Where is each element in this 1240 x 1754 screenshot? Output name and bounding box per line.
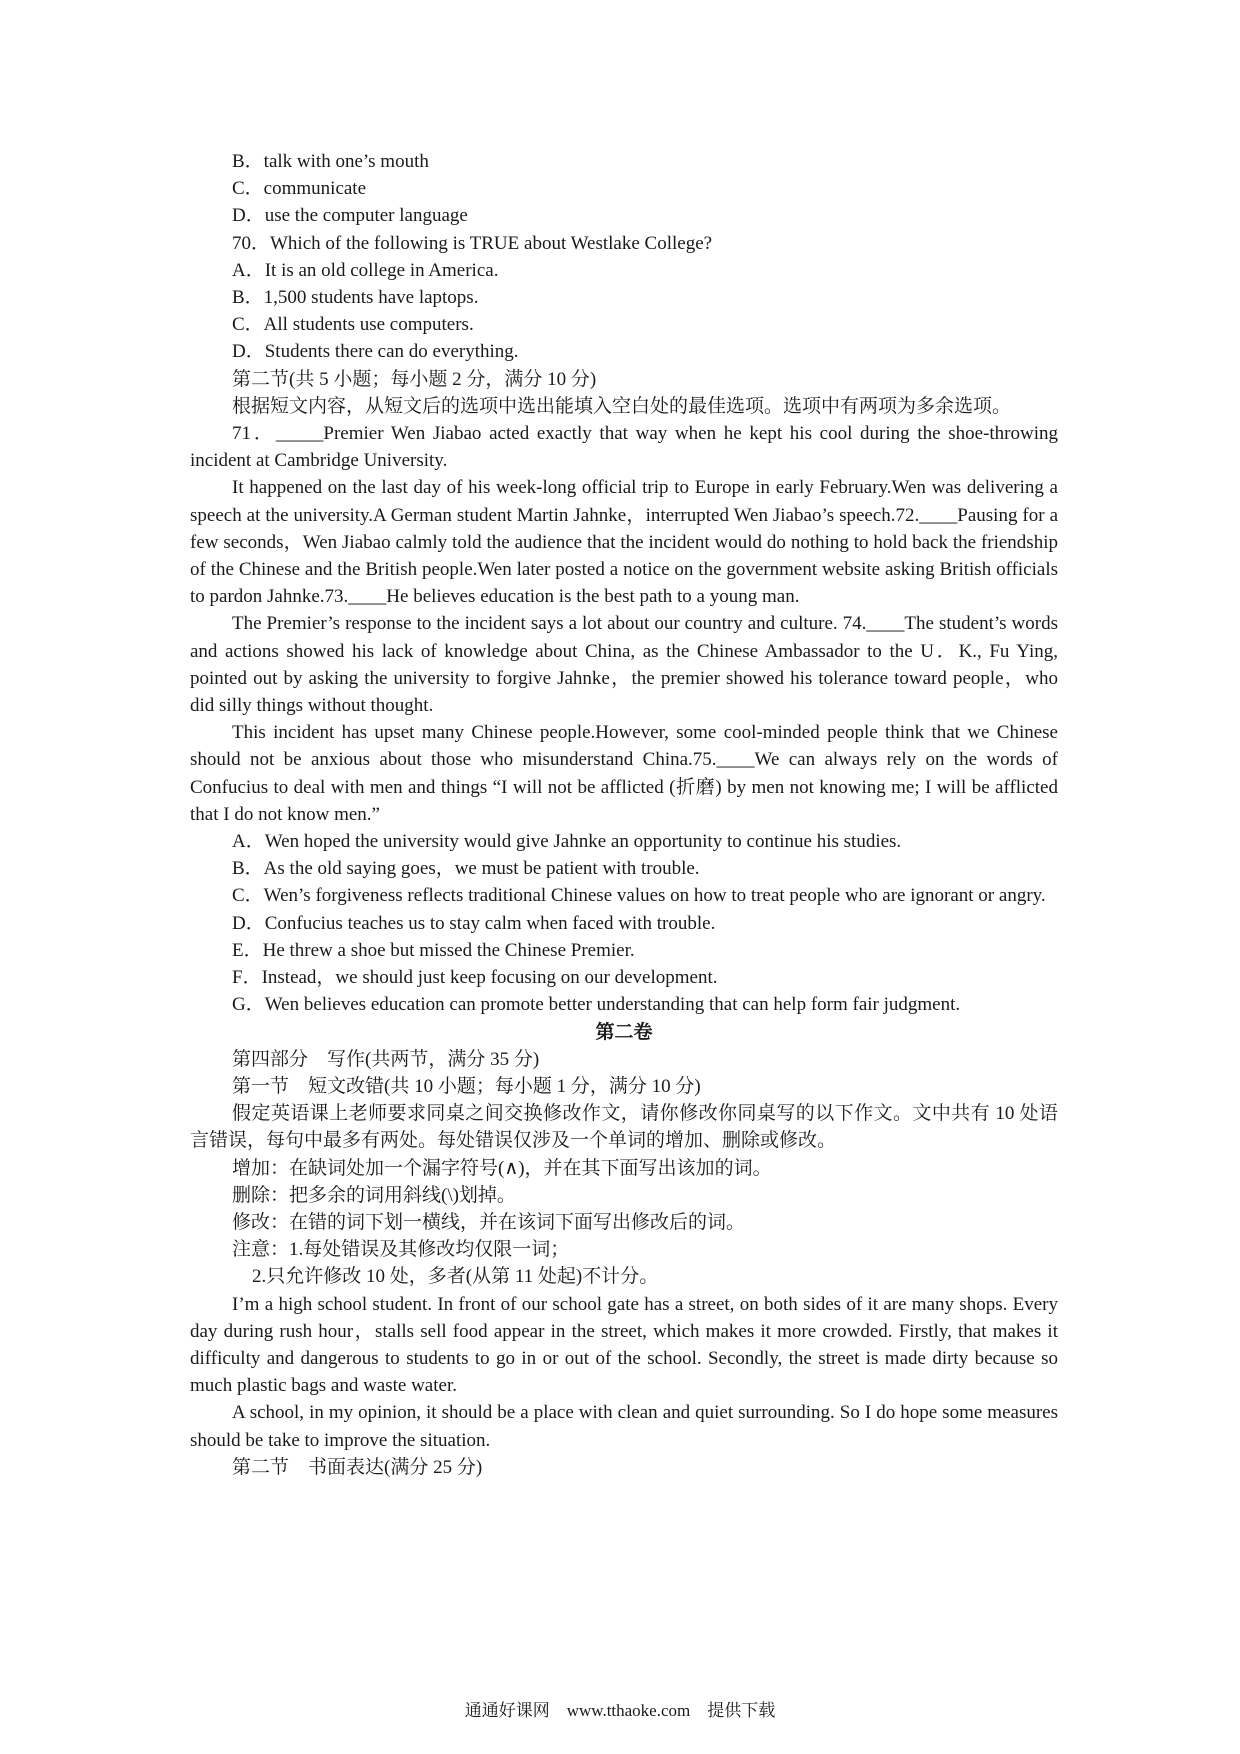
choice-f: F．Instead，we should just keep focusing on our development. — [232, 967, 718, 989]
choice-g: G．Wen believes education can promote better understanding that can help form fair judgment. — [232, 994, 961, 1016]
rule-delete: 删除：把多余的词用斜线(\)划掉。 — [232, 1184, 516, 1206]
passage-paragraph-1: 71．_____Premier Wen Jiabao acted exactly that way when he kept his cool during the shoe-throwing incident at Cambridge University. — [190, 423, 1058, 472]
q70-option-a: A．It is an old college in America. — [232, 259, 499, 281]
q70-option-c: C．All students use computers. — [232, 314, 474, 336]
sec1-heading: 第一节 短文改错(共 10 小题；每小题 1 分，满分 10 分) — [232, 1075, 701, 1097]
passage-paragraph-2: It happened on the last day of his week-long official trip to Europe in early February.Wen was delivering a speech at the university.A German student Martin Jahnke，interrupted Wen Jiabao’s speech.72.____Pausing for a few seconds，Wen Jiabao calmly told the audience that the incident would do nothing to hold back the friendship of the Chinese and the British people.Wen later posted a notice on the government website asking British officials to pardon Jahnke.73.____He believes education is the best path to a young man. — [190, 477, 1058, 608]
q70-question: 70．Which of the following is TRUE about Westlake College? — [232, 232, 713, 254]
q70-option-d: D．Students there can do everything. — [232, 341, 519, 363]
volume-title: 第二卷 — [595, 1021, 653, 1043]
exam-page — [190, 148, 1058, 1481]
choice-c: C．Wen’s forgiveness reflects traditional Chinese values on how to treat people who are ignorant or angry. — [232, 885, 1046, 907]
part4-heading: 第四部分 写作(共两节，满分 35 分) — [232, 1048, 540, 1070]
rule-modify: 修改：在错的词下划一横线，并在该词下面写出修改后的词。 — [232, 1211, 746, 1233]
choice-a: A．Wen hoped the university would give Jahnke an opportunity to continue his studies. — [232, 831, 902, 853]
footer-credit: 通通好课网 www.tthaoke.com 提供下载 — [464, 1701, 776, 1720]
note-2: 2.只允许修改 10 处，多者(从第 11 处起)不计分。 — [252, 1266, 659, 1288]
q69-option-d: D．use the computer language — [232, 205, 468, 227]
sec1-instruction: 假定英语课上老师要求同桌之间交换修改作文，请你修改你同桌写的以下作文。文中共有 10 处语言错误，每句中最多有两处。每处错误仅涉及一个单词的增加、删除或修改。 — [190, 1103, 1058, 1152]
choice-d: D．Confucius teaches us to stay calm when faced with trouble. — [232, 912, 716, 934]
section2-heading: 第二节(共 5 小题；每小题 2 分，满分 10 分) — [232, 368, 597, 390]
section2-instruction: 根据短文内容，从短文后的选项中选出能填入空白处的最佳选项。选项中有两项为多余选项。 — [232, 395, 1012, 417]
rule-add: 增加：在缺词处加一个漏字符号(∧)，并在其下面写出该加的词。 — [232, 1157, 772, 1179]
passage-paragraph-4: This incident has upset many Chinese people.However, some cool-minded people think that we Chinese should not be anxious about those who misunderstand China.75.____We can always rely on the words of Confucius to deal with men and things “I will not be afflicted (折磨) by men not knowing me; I will be afflicted that I do not know men.” — [190, 722, 1058, 825]
essay-paragraph-2: A school, in my opinion, it should be a place with clean and quiet surrounding. So I do hope some measures should be take to improve the situation. — [190, 1402, 1058, 1451]
q69-option-b: B．talk with one’s mouth — [232, 151, 429, 172]
q69-option-c: C．communicate — [232, 178, 367, 200]
essay-paragraph-1: I’m a high school student. In front of our school gate has a street, on both sides of it are many shops. Every day during rush hour，stalls sell food appear in the street, which makes it more crowded. Firstly, that makes it difficulty and dangerous to students to go in or out of the school. Secondly, the street is made dirty because so much plastic bags and waste water. — [190, 1293, 1058, 1397]
choice-e: E．He threw a shoe but missed the Chinese Premier. — [232, 939, 635, 961]
choice-b: B．As the old saying goes，we must be patient with trouble. — [232, 858, 700, 880]
note-1: 注意：1.每处错误及其修改均仅限一词； — [232, 1239, 570, 1261]
q70-option-b: B．1,500 students have laptops. — [232, 287, 479, 309]
passage-paragraph-3: The Premier’s response to the incident says a lot about our country and culture. 74.____The student’s words and actions showed his lack of knowledge about China, as the Chinese Ambassador to the U．K., Fu Ying, pointed out by asking the university to forgive Jahnke，the premier showed his tolerance toward people，who did silly things without thought. — [190, 613, 1058, 717]
sec2-heading: 第二节 书面表达(满分 25 分) — [232, 1456, 483, 1478]
